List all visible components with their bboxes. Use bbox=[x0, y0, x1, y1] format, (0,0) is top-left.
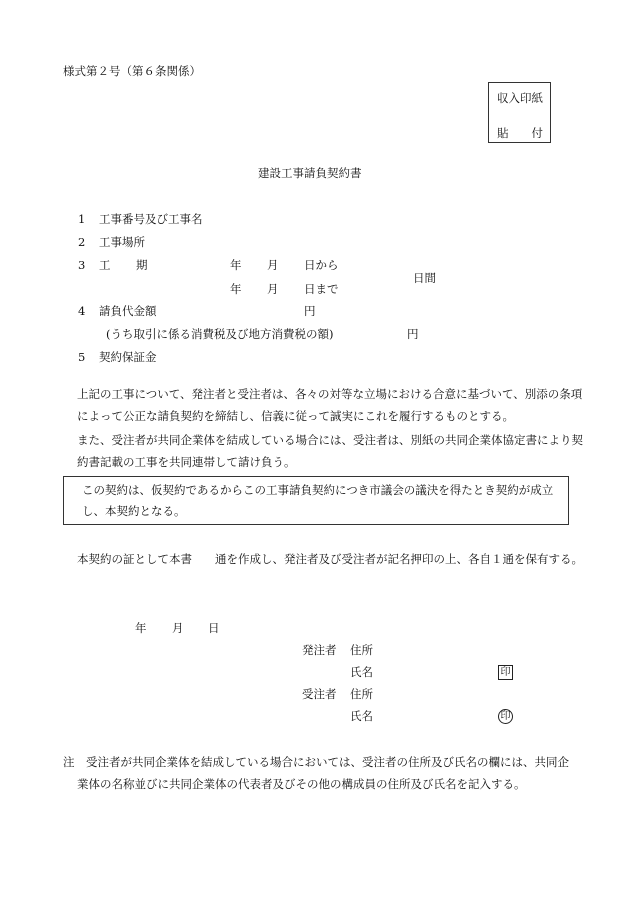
item-5-number: 5 bbox=[78, 350, 86, 364]
end-day-label: 日まで bbox=[304, 282, 339, 296]
tax-amount-label: (うち取引に係る消費税及び地方消費税の額) bbox=[106, 327, 334, 341]
joint-venture-paragraph: また、受注者が共同企業体を結成している場合には、受注者は、別紙の共同企業体協定書により契約書記載の工事を共同連帯して請け負う。 bbox=[77, 433, 583, 469]
item-3-number: 3 bbox=[78, 258, 86, 272]
orderer-label: 発注者 bbox=[302, 643, 337, 657]
form-label: 様式第２号（第６条関係） bbox=[63, 64, 201, 78]
period-days-label: 日間 bbox=[413, 271, 436, 285]
revenue-stamp-box bbox=[488, 82, 551, 143]
stamp-box-char-1: 貼 bbox=[497, 126, 509, 140]
footnote: 注 受注者が共同企業体を結成している場合においては、受注者の住所及び氏名の欄には、共同企業体の名称並びに共同企業体の代表者及びその他の構成員の住所及び氏名を記入する。 bbox=[63, 755, 569, 791]
tax-amount-yen: 円 bbox=[407, 327, 419, 341]
item-5-label: 契約保証金 bbox=[99, 350, 157, 364]
item-1-number: 1 bbox=[78, 212, 86, 226]
orderer-seal-icon: 印 bbox=[498, 665, 513, 680]
agreement-paragraph: 上記の工事について、発注者と受注者は、各々の対等な立場における合意に基づいて、別添の条項によって公正な請負契約を締結し、信義に従って誠実にこれを履行するものとする。 bbox=[77, 387, 583, 423]
provisional-contract-text: この契約は、仮契約であるからこの工事請負契約につき市議会の議決を得たとき契約が成立し、本契約となる。 bbox=[82, 483, 554, 518]
end-year-label: 年 bbox=[230, 282, 242, 296]
stamp-box-label: 収入印紙 bbox=[497, 91, 543, 105]
provisional-contract-note bbox=[63, 476, 569, 525]
item-4-label: 請負代金額 bbox=[99, 304, 157, 318]
item-2-label: 工事場所 bbox=[99, 235, 145, 249]
stamp-box-affix-text bbox=[497, 125, 543, 141]
orderer-name-label: 氏名 bbox=[350, 665, 373, 679]
certification-paragraph: 本契約の証として本書 通を作成し、発注者及び受注者が記名押印の上、各自１通を保有する。 bbox=[77, 552, 583, 566]
document-title: 建設工事請負契約書 bbox=[258, 166, 362, 180]
date-day-label: 日 bbox=[208, 621, 220, 635]
start-day-label: 日から bbox=[304, 258, 339, 272]
contractor-address-label: 住所 bbox=[350, 687, 373, 701]
item-3-label-a: 工 bbox=[99, 258, 111, 272]
orderer-address-label: 住所 bbox=[350, 643, 373, 657]
item-2-number: 2 bbox=[78, 235, 86, 249]
date-year-label: 年 bbox=[135, 621, 147, 635]
start-month-label: 月 bbox=[267, 258, 279, 272]
date-month-label: 月 bbox=[172, 621, 184, 635]
start-year-label: 年 bbox=[230, 258, 242, 272]
contractor-label: 受注者 bbox=[302, 687, 337, 701]
item-1-label: 工事番号及び工事名 bbox=[99, 212, 203, 226]
contract-amount-yen: 円 bbox=[304, 304, 316, 318]
contractor-name-label: 氏名 bbox=[350, 709, 373, 723]
item-4-number: 4 bbox=[78, 304, 86, 318]
contractor-seal-icon: 印 bbox=[498, 709, 513, 724]
item-3-label-b: 期 bbox=[136, 258, 148, 272]
stamp-box-char-2: 付 bbox=[531, 126, 543, 140]
end-month-label: 月 bbox=[267, 282, 279, 296]
